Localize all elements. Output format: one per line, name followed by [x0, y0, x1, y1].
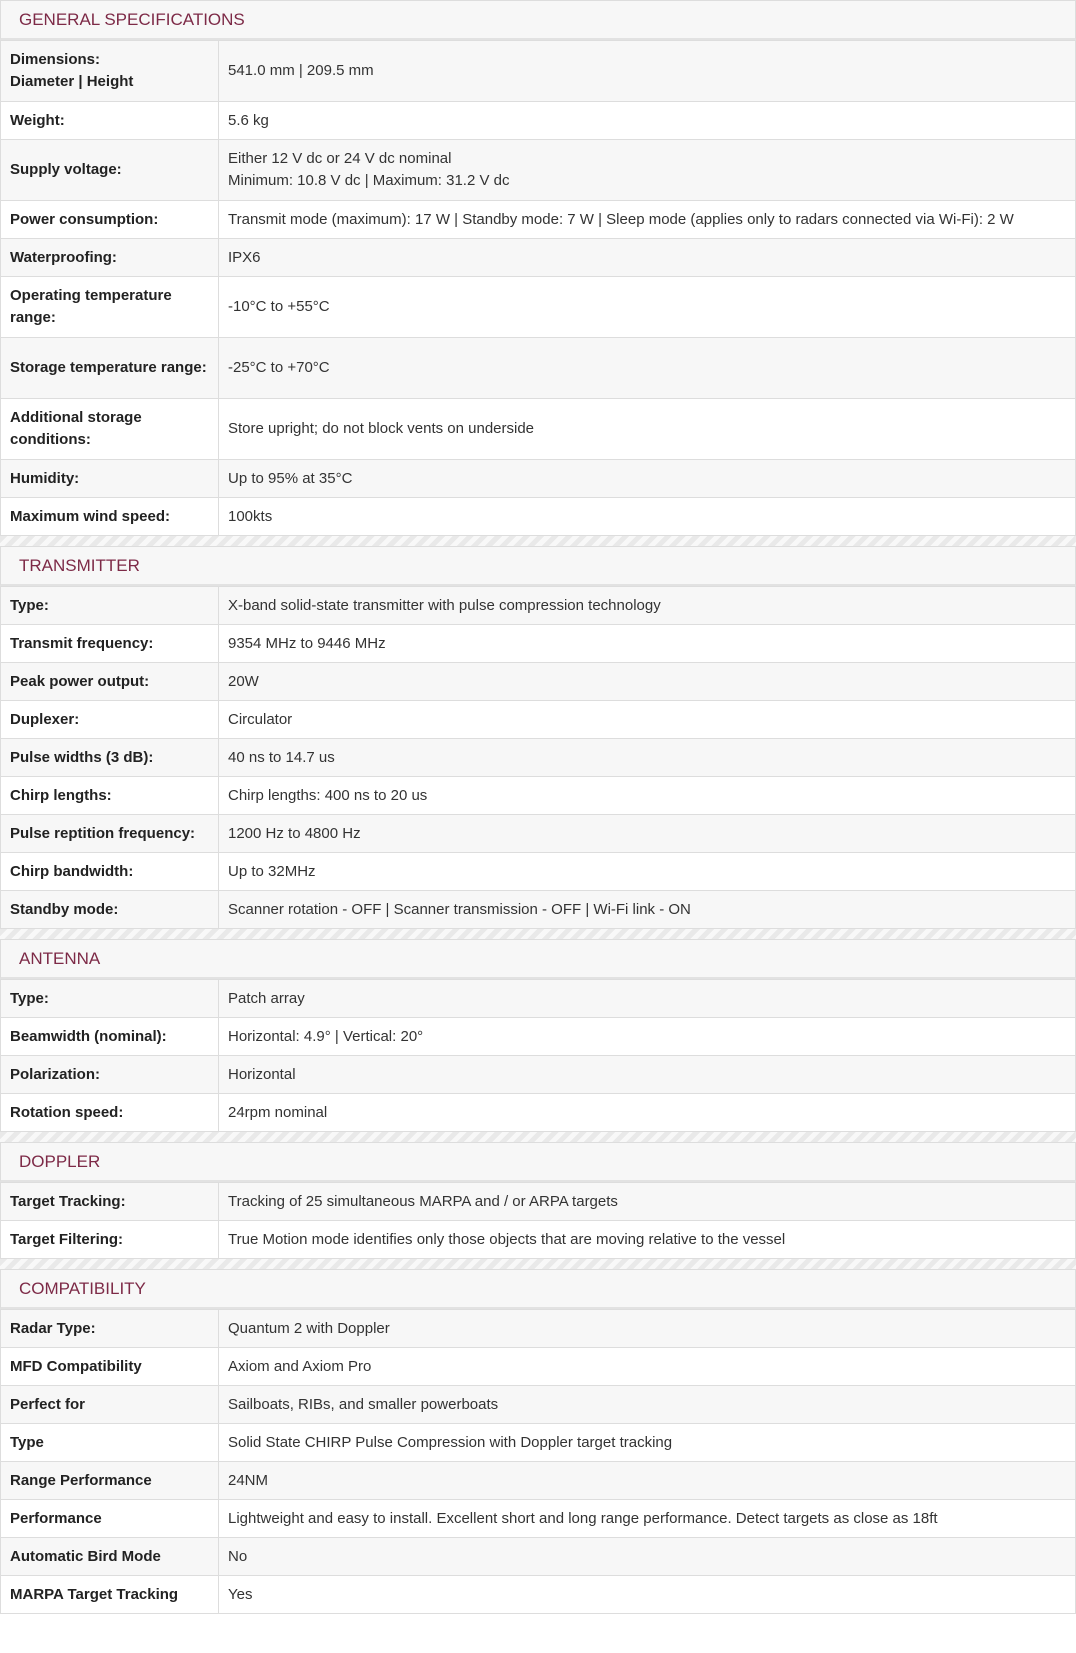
spec-label: Perfect for: [1, 1386, 219, 1424]
spec-label: Peak power output:: [1, 663, 219, 701]
table-row: [1, 1538, 1076, 1576]
section-title-compatibility: COMPATIBILITY: [0, 1269, 1076, 1309]
spec-value-line: Either 12 V dc or 24 V dc nominal: [228, 150, 452, 167]
section-title-general-specifications: GENERAL SPECIFICATIONS: [0, 0, 1076, 40]
spec-label: Transmit frequency:: [1, 625, 219, 663]
section-title-transmitter: TRANSMITTER: [0, 546, 1076, 586]
spec-value: 5.6 kg: [219, 102, 1076, 140]
table-row: [1, 701, 1076, 739]
spec-label: Performance: [1, 1500, 219, 1538]
spec-value: Yes: [219, 1576, 1076, 1614]
spec-value: True Motion mode identifies only those objects that are moving relative to the vessel: [219, 1221, 1076, 1259]
table-row: [1, 1576, 1076, 1614]
spec-label: Power consumption:: [1, 201, 219, 239]
table-row: [1, 853, 1076, 891]
spec-label: Type:: [1, 587, 219, 625]
section-divider: [0, 536, 1076, 546]
spec-label: Automatic Bird Mode: [1, 1538, 219, 1576]
table-row: [1, 1094, 1076, 1132]
spec-label: MARPA Target Tracking: [1, 1576, 219, 1614]
spec-label: Additional storage conditions:: [1, 399, 219, 460]
table-row: [1, 587, 1076, 625]
spec-label: Rotation speed:: [1, 1094, 219, 1132]
table-row: [1, 140, 1076, 201]
table-row: [1, 663, 1076, 701]
spec-label-line: Dimensions:: [10, 51, 101, 68]
spec-value: -10°C to +55°C: [219, 277, 1076, 338]
table-row: [1, 1500, 1076, 1538]
table-row: [1, 41, 1076, 102]
spec-value: 40 ns to 14.7 us: [219, 739, 1076, 777]
spec-table-doppler: [0, 1182, 1076, 1259]
spec-value: No: [219, 1538, 1076, 1576]
table-row: [1, 1056, 1076, 1094]
spec-label: Target Tracking:: [1, 1183, 219, 1221]
section-title-doppler: DOPPLER: [0, 1142, 1076, 1182]
spec-label: Supply voltage:: [1, 140, 219, 201]
spec-value: Horizontal: [219, 1056, 1076, 1094]
spec-label: Pulse widths (3 dB):: [1, 739, 219, 777]
spec-label: Pulse reptition frequency:: [1, 815, 219, 853]
spec-value: Patch array: [219, 980, 1076, 1018]
spec-value: -25°C to +70°C: [219, 338, 1076, 399]
spec-table-general-specifications: [0, 40, 1076, 536]
table-row: [1, 815, 1076, 853]
spec-value: 24rpm nominal: [219, 1094, 1076, 1132]
spec-label: [1, 41, 219, 102]
spec-value: 1200 Hz to 4800 Hz: [219, 815, 1076, 853]
table-row: [1, 1386, 1076, 1424]
spec-value: Chirp lengths: 400 ns to 20 us: [219, 777, 1076, 815]
spec-label: Operating temperature range:: [1, 277, 219, 338]
spec-value: IPX6: [219, 239, 1076, 277]
table-row: [1, 1424, 1076, 1462]
spec-label: Storage temperature range:: [1, 338, 219, 399]
spec-label: Weight:: [1, 102, 219, 140]
table-row: [1, 777, 1076, 815]
table-row: [1, 1221, 1076, 1259]
spec-label: Radar Type:: [1, 1310, 219, 1348]
spec-label: Maximum wind speed:: [1, 498, 219, 536]
spec-value: Transmit mode (maximum): 17 W | Standby mode: 7 W | Sleep mode (applies only to radars connected via Wi-Fi): 2 W: [219, 201, 1076, 239]
spec-label-line: Diameter | Height: [10, 73, 134, 90]
table-row: [1, 498, 1076, 536]
spec-value: Solid State CHIRP Pulse Compression with Doppler target tracking: [219, 1424, 1076, 1462]
spec-value: [219, 140, 1076, 201]
spec-value: Tracking of 25 simultaneous MARPA and / or ARPA targets: [219, 1183, 1076, 1221]
spec-value: 24NM: [219, 1462, 1076, 1500]
spec-label: Range Performance: [1, 1462, 219, 1500]
spec-value: Quantum 2 with Doppler: [219, 1310, 1076, 1348]
spec-label: Duplexer:: [1, 701, 219, 739]
spec-label: Waterproofing:: [1, 239, 219, 277]
spec-value: Horizontal: 4.9° | Vertical: 20°: [219, 1018, 1076, 1056]
table-row: [1, 1018, 1076, 1056]
spec-value: Up to 32MHz: [219, 853, 1076, 891]
table-row: [1, 1310, 1076, 1348]
section-divider: [0, 929, 1076, 939]
spec-table-compatibility: [0, 1309, 1076, 1614]
table-row: [1, 980, 1076, 1018]
spec-value: Lightweight and easy to install. Excellent short and long range performance. Detect targets as close as 18ft: [219, 1500, 1076, 1538]
table-row: [1, 277, 1076, 338]
spec-label: Type: [1, 1424, 219, 1462]
spec-label: Chirp bandwidth:: [1, 853, 219, 891]
table-row: [1, 239, 1076, 277]
spec-label: Humidity:: [1, 460, 219, 498]
spec-label: Polarization:: [1, 1056, 219, 1094]
spec-value: 20W: [219, 663, 1076, 701]
spec-value: Scanner rotation - OFF | Scanner transmission - OFF | Wi-Fi link - ON: [219, 891, 1076, 929]
section-divider: [0, 1132, 1076, 1142]
spec-table-transmitter: [0, 586, 1076, 929]
spec-table-antenna: [0, 979, 1076, 1132]
spec-value-line: Minimum: 10.8 V dc | Maximum: 31.2 V dc: [228, 172, 510, 189]
spec-value: Sailboats, RIBs, and smaller powerboats: [219, 1386, 1076, 1424]
table-row: [1, 460, 1076, 498]
spec-label: Target Filtering:: [1, 1221, 219, 1259]
table-row: [1, 102, 1076, 140]
spec-label: Beamwidth (nominal):: [1, 1018, 219, 1056]
spec-value: Store upright; do not block vents on underside: [219, 399, 1076, 460]
table-row: [1, 399, 1076, 460]
table-row: [1, 1183, 1076, 1221]
spec-value: 9354 MHz to 9446 MHz: [219, 625, 1076, 663]
section-title-antenna: ANTENNA: [0, 939, 1076, 979]
spec-value: X-band solid-state transmitter with pulse compression technology: [219, 587, 1076, 625]
table-row: [1, 1462, 1076, 1500]
spec-value: Up to 95% at 35°C: [219, 460, 1076, 498]
table-row: [1, 201, 1076, 239]
spec-label: MFD Compatibility: [1, 1348, 219, 1386]
table-row: [1, 891, 1076, 929]
spec-value: 541.0 mm | 209.5 mm: [219, 41, 1076, 102]
table-row: [1, 739, 1076, 777]
spec-label: Type:: [1, 980, 219, 1018]
spec-value: Axiom and Axiom Pro: [219, 1348, 1076, 1386]
spec-value: 100kts: [219, 498, 1076, 536]
spec-label: Standby mode:: [1, 891, 219, 929]
spec-value: Circulator: [219, 701, 1076, 739]
table-row: [1, 338, 1076, 399]
table-row: [1, 625, 1076, 663]
section-divider: [0, 1259, 1076, 1269]
spec-label: Chirp lengths:: [1, 777, 219, 815]
table-row: [1, 1348, 1076, 1386]
